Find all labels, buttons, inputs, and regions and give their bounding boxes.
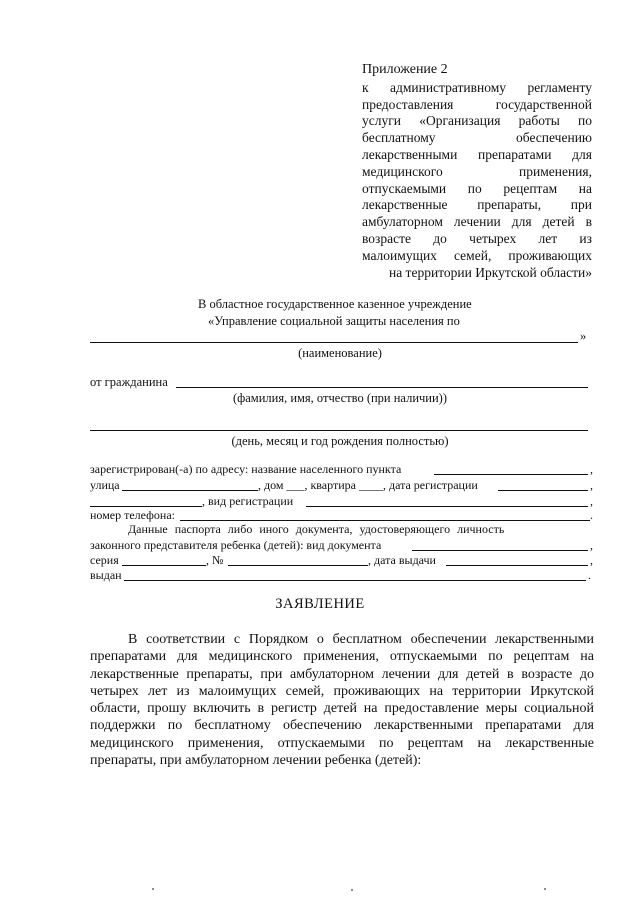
phone-label: номер телефона:: [90, 508, 176, 522]
registration-continued-field[interactable]: [90, 506, 202, 507]
annex-text: к административному регламенту предоставления государственной услуги «Организация работы по бесплатному обеспечению лекарственными препаратами для медицинского применения, отпускаемыми по рецептам на лекарственные препараты, при амбулаторном лечении для детей в возрасте до четырех лет из малоимущих семей, проживающих: [362, 79, 592, 263]
comma: ,: [590, 494, 593, 508]
statement-body: [90, 631, 594, 769]
comma: ,: [590, 538, 593, 552]
house-apartment-label: , дом ___, квартира ____, дата регистрации: [258, 478, 478, 492]
scan-speck: [351, 889, 353, 891]
number-label: , №: [206, 553, 224, 567]
addressee-line-1: В областное государственное казенное учреждение: [198, 297, 472, 311]
document-type-field[interactable]: [412, 550, 588, 551]
comma: ,: [590, 553, 593, 567]
passport-intro-line-2: законного представителя ребенка (детей): вид документа: [90, 538, 382, 552]
addressee-line-2: «Управление социальной защиты населения по: [208, 314, 460, 328]
settlement-field[interactable]: [434, 474, 588, 475]
caption-dob: (день, месяц и год рождения полностью): [231, 434, 449, 448]
issued-by-field[interactable]: [124, 580, 586, 581]
annex-title: Приложение 2: [362, 62, 448, 77]
annex-last-line: на территории Иркутской области»: [388, 264, 592, 280]
scan-speck: [544, 888, 546, 890]
addressee-closing-quote: »: [580, 329, 587, 343]
series-label: серия: [90, 553, 119, 567]
number-field[interactable]: [228, 565, 368, 566]
passport-intro-line-1: Данные паспорта либо иного документа, удостоверяющего личность: [128, 522, 505, 536]
statement-body-text: В соответствии с Порядком о бесплатном обеспечении лекарственными препаратами для медицинского применения, отпускаемыми по рецептам на лекарственные препараты, при амбулаторном лечении для детей в возрасте до четырех лет из малоимущих семей, проживающих на территории Иркутской области, прошу включить в регистр детей на предоставление меры социальной поддержки по бесплатному обеспечению лекарственными препаратами для медицинского применения, отпускаемыми по рецептам на лекарственные препараты, при амбулаторном лечении ребенка (детей):: [90, 632, 594, 769]
comma: ,: [590, 462, 593, 476]
issue-date-label: , дата выдачи: [368, 553, 436, 567]
phone-field[interactable]: [180, 520, 590, 521]
period: .: [590, 508, 593, 522]
scan-speck: [152, 888, 154, 890]
issued-by-label: выдан: [90, 568, 122, 582]
registration-date-field[interactable]: [498, 490, 588, 491]
registration-type-label: , вид регистрации: [202, 494, 294, 508]
issue-date-field[interactable]: [446, 565, 588, 566]
street-label: улица: [90, 478, 120, 492]
statement-heading: ЗАЯВЛЕНИЕ: [275, 596, 365, 612]
addressee-name-field[interactable]: [90, 342, 578, 343]
from-citizen-label: от гражданина: [90, 375, 168, 389]
comma: ,: [590, 478, 593, 492]
registered-label: зарегистрирован(-а) по адресу: название населенного пункта: [90, 462, 402, 476]
series-field[interactable]: [122, 565, 206, 566]
period: .: [588, 568, 591, 582]
applicant-fio-field[interactable]: [176, 387, 588, 388]
caption-fio: (фамилия, имя, отчество (при наличии)): [232, 391, 447, 405]
caption-name: (наименование): [298, 346, 382, 360]
street-field[interactable]: [122, 490, 258, 491]
applicant-dob-field[interactable]: [90, 430, 588, 431]
registration-type-field[interactable]: [306, 506, 588, 507]
annex-block: [362, 62, 592, 281]
